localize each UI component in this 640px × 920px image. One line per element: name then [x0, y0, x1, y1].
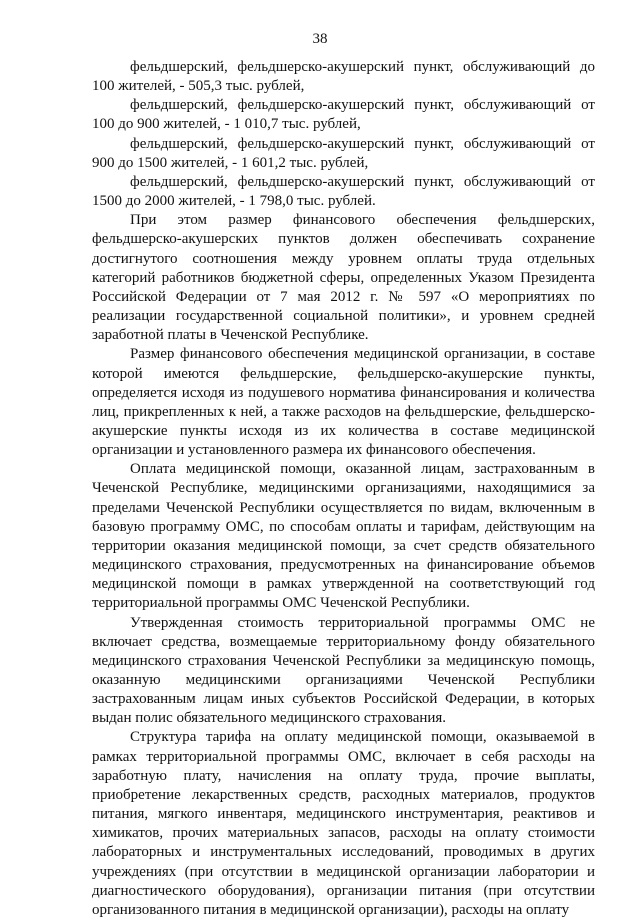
paragraph-financing-size: Размер финансового обеспечения медицинской организации, в составе которой имеются фельдшерские, фельдшерско-акушерские пункты, определяется исходя из подушевого норматива финансирования и количества лиц, прикрепленных к ней, а также расходов на фельдшерские, фельдшерско-акушерские пункты исходя из их количества в составе медицинской организации и установленного размера их финансового обеспечения.: [92, 346, 595, 459]
paragraph-payment-outside-region: Оплата медицинской помощи, оказанной лицам, застрахованным в Чеченской Республике, медицинскими организациями, находящимися за пределами Чеченской Республики осуществляется по видам, включенным в базовую программу ОМС, по способам оплаты и тарифам, действующим на территории оказания медицинской помощи, за счет средств обязательного медицинского страхования, предусмотренных на финансирование объемов медицинской помощи в рамках утвержденной на соответствующий год территориальной программы ОМС Чеченской Республики.: [92, 461, 595, 612]
document-body: [92, 58, 595, 920]
paragraph-fap-up-to-100: фельдшерский, фельдшерско-акушерский пункт, обслуживающий до 100 жителей, - 505,3 тыс. рублей,: [92, 59, 595, 95]
paragraph-salary-ratio: При этом размер финансового обеспечения фельдшерских, фельдшерско-акушерских пунктов должен обеспечивать сохранение достигнутого соотношения между уровнем оплаты труда отдельных категорий работников бюджетной сферы, определенных Указом Президента Российской Федерации от 7 мая 2012 г. № 597 «О мероприятиях по реализации государственной социальной политики», и уровнем средней заработной платы в Чеченской Республике.: [92, 212, 595, 344]
paragraph-fap-100-900: фельдшерский, фельдшерско-акушерский пункт, обслуживающий от 100 до 900 жителей, - 1 010,7 тыс. рублей,: [92, 97, 595, 133]
paragraph-fap-1500-2000: фельдшерский, фельдшерско-акушерский пункт, обслуживающий от 1500 до 2000 жителей, - 1 798,0 тыс. рублей.: [92, 173, 595, 210]
paragraph-tariff-structure: Структура тарифа на оплату медицинской помощи, оказываемой в рамках территориальной программы ОМС, включает в себя расходы на заработную плату, начисления на оплату труда, прочие выплаты, приобретение лекарственных средств, расходных материалов, продуктов питания, мягкого инвентаря, медицинского инструментария, реактивов и химикатов, прочих материальных запасов, расходы на оплату стоимости лабораторных и инструментальных исследований, проводимых в других учреждениях (при отсутствии в медицинской организации лаборатории и диагностического оборудования), организации питания (при отсутствии организованного питания в медицинской организации), расходы на оплату: [92, 729, 595, 918]
page-number: 38: [312, 31, 328, 47]
paragraph-fap-900-1500: фельдшерский, фельдшерско-акушерский пункт, обслуживающий от 900 до 1500 жителей, - 1 601,2 тыс. рублей,: [92, 135, 595, 171]
paragraph-program-cost: Утвержденная стоимость территориальной программы ОМС не включает средства, возмещаемые территориальному фонду обязательного медицинского страхования Чеченской Республики за медицинскую помощь, оказанную медицинскими организациями Чеченской Республики застрахованным лицам иных субъектов Российской Федерации, в которых выдан полис обязательного медицинского страхования.: [92, 614, 595, 727]
